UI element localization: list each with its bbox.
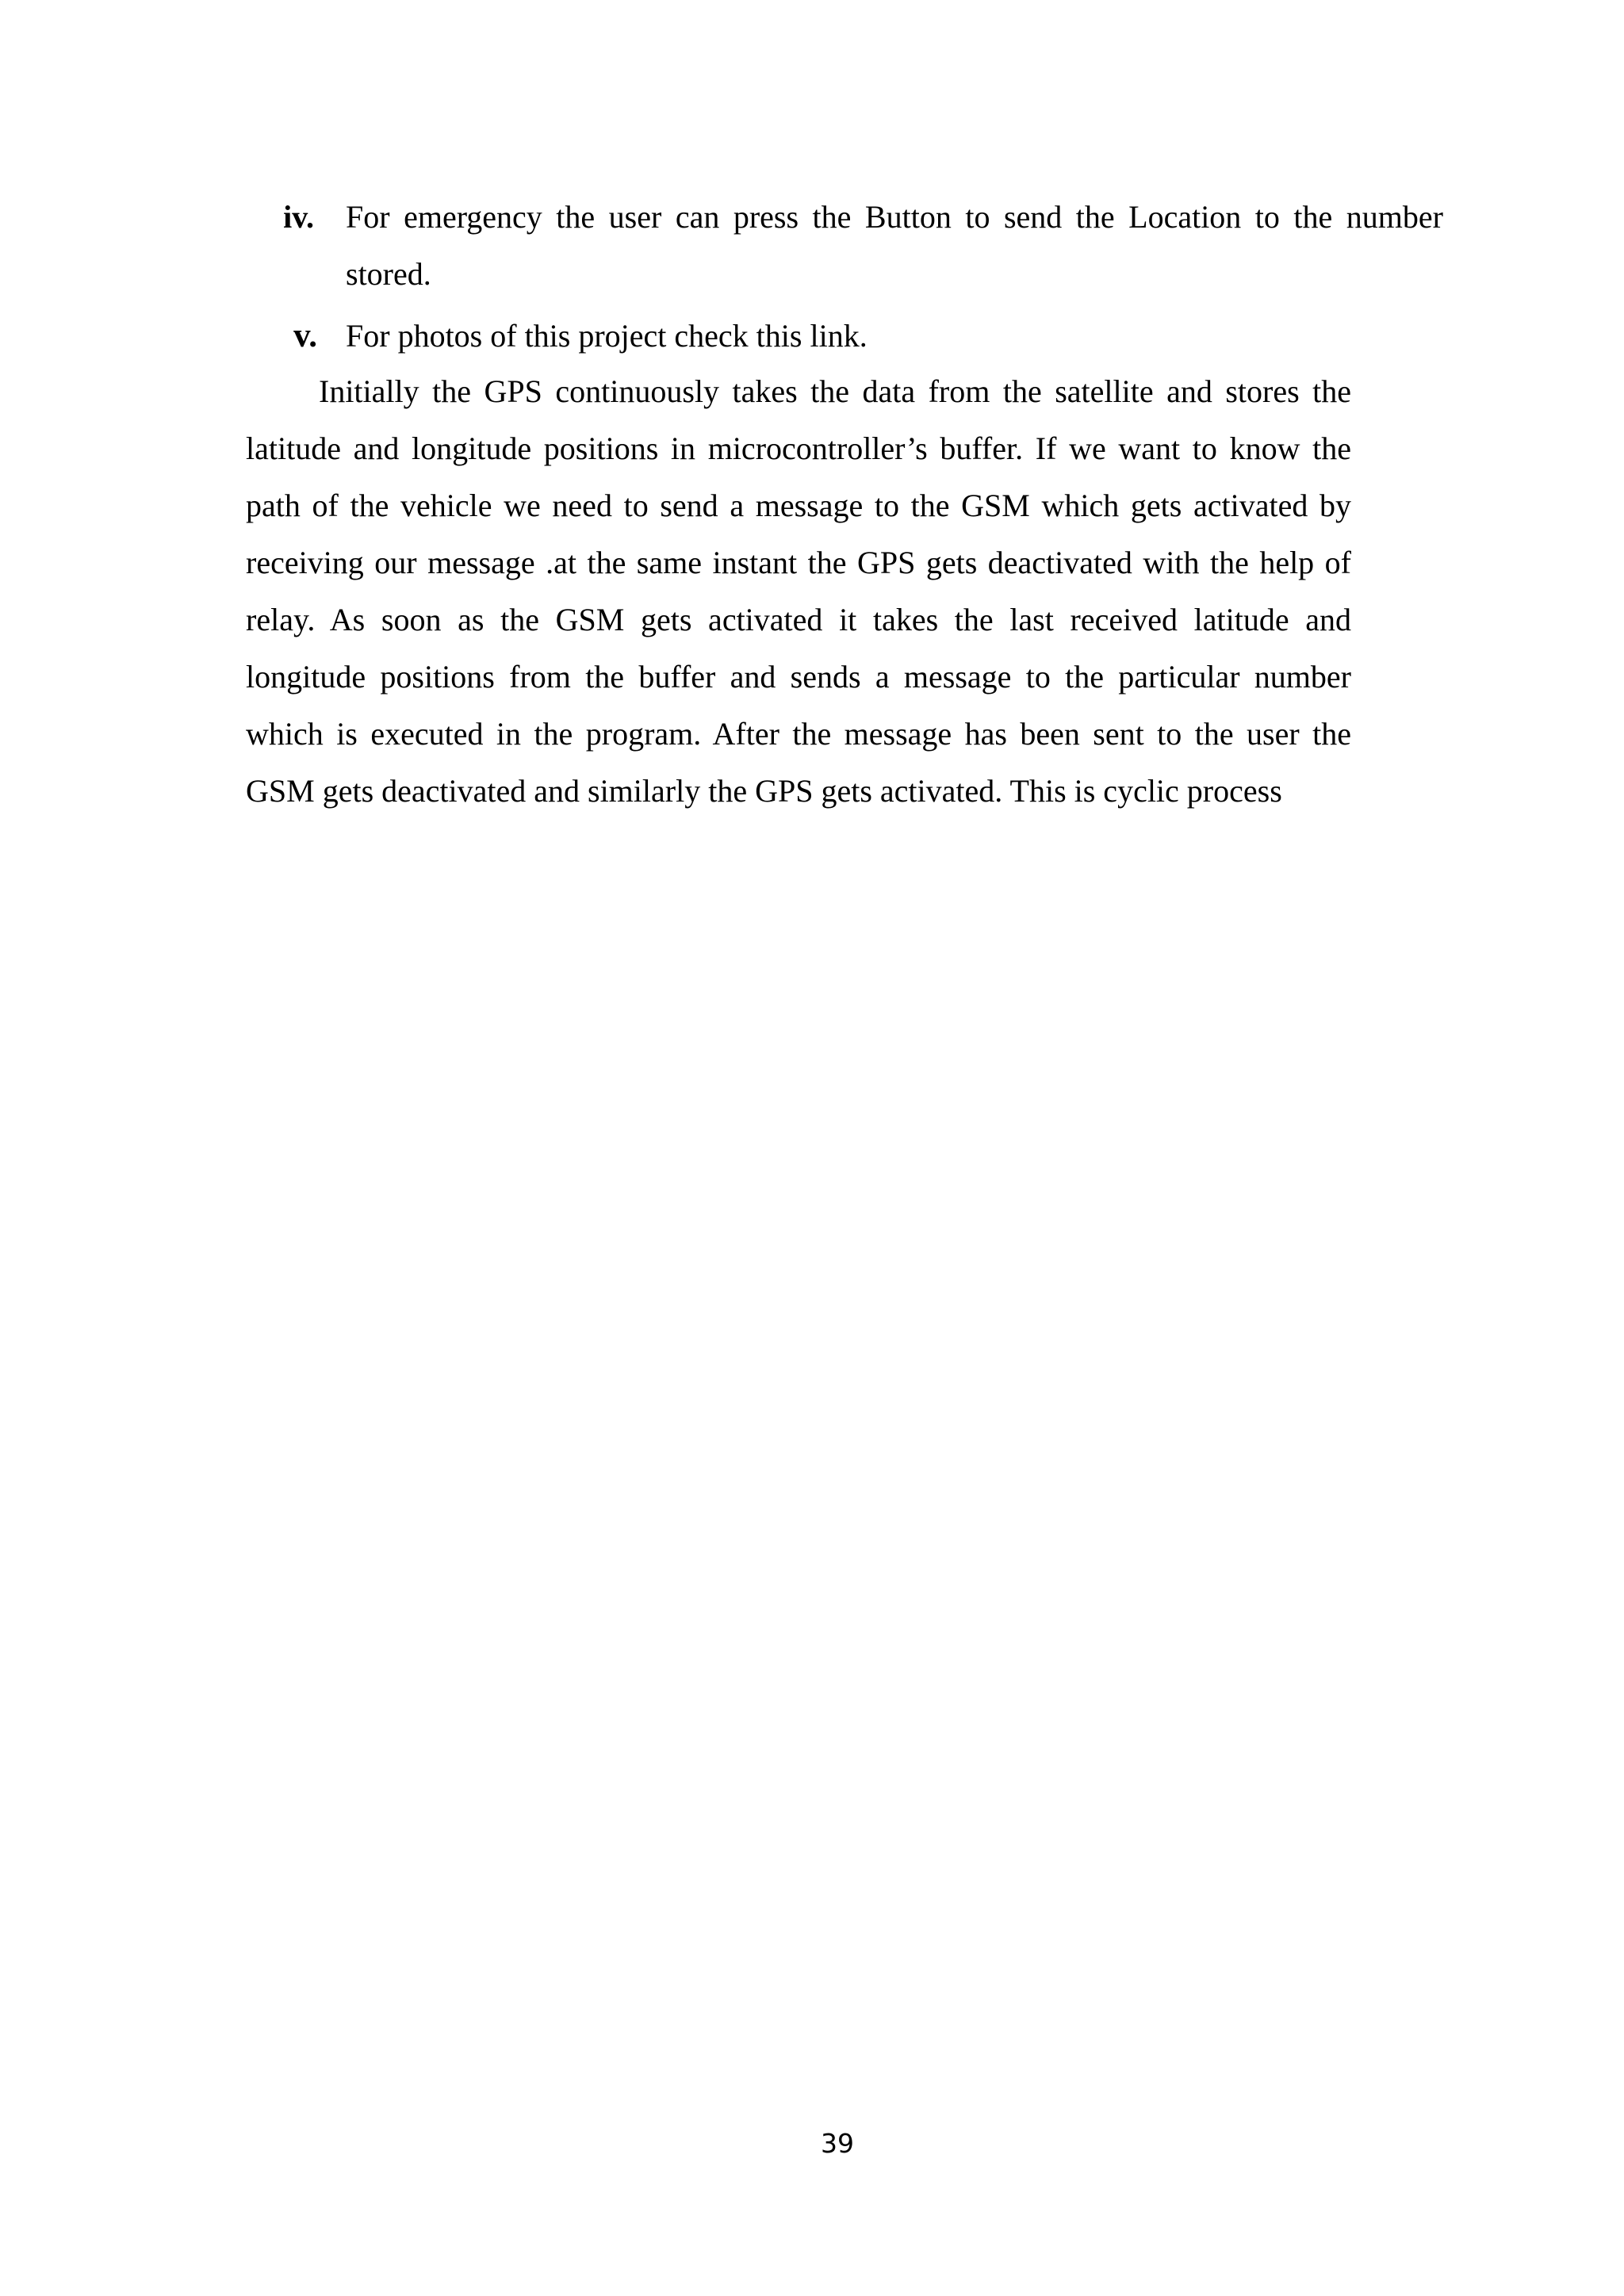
- body-paragraph: Initially the GPS continuously takes the data from the satellite and stores the latitude and longitude positions in microcontroller’s buffer. If we want to know the path of the vehicle we need to send a message to the GSM which gets activated by receiving our message .at the same instant the GPS gets deactivated with the help of relay. As soon as the GSM gets activated it takes the last received latitude and longitude positions from the buffer and sends a message to the particular number which is executed in the program. After the message has been sent to the user the GSM gets deactivated and similarly the GPS gets activated. This is cyclic process: [246, 373, 1351, 809]
- list-marker: iv.: [283, 199, 314, 235]
- list-item-text: For emergency the user can press the Button to send the Location to the number stored.: [346, 199, 1443, 292]
- page-number: 39: [821, 2128, 854, 2159]
- list-marker: v.: [293, 317, 317, 354]
- list-item-text: For photos of this project check this link.: [346, 318, 868, 354]
